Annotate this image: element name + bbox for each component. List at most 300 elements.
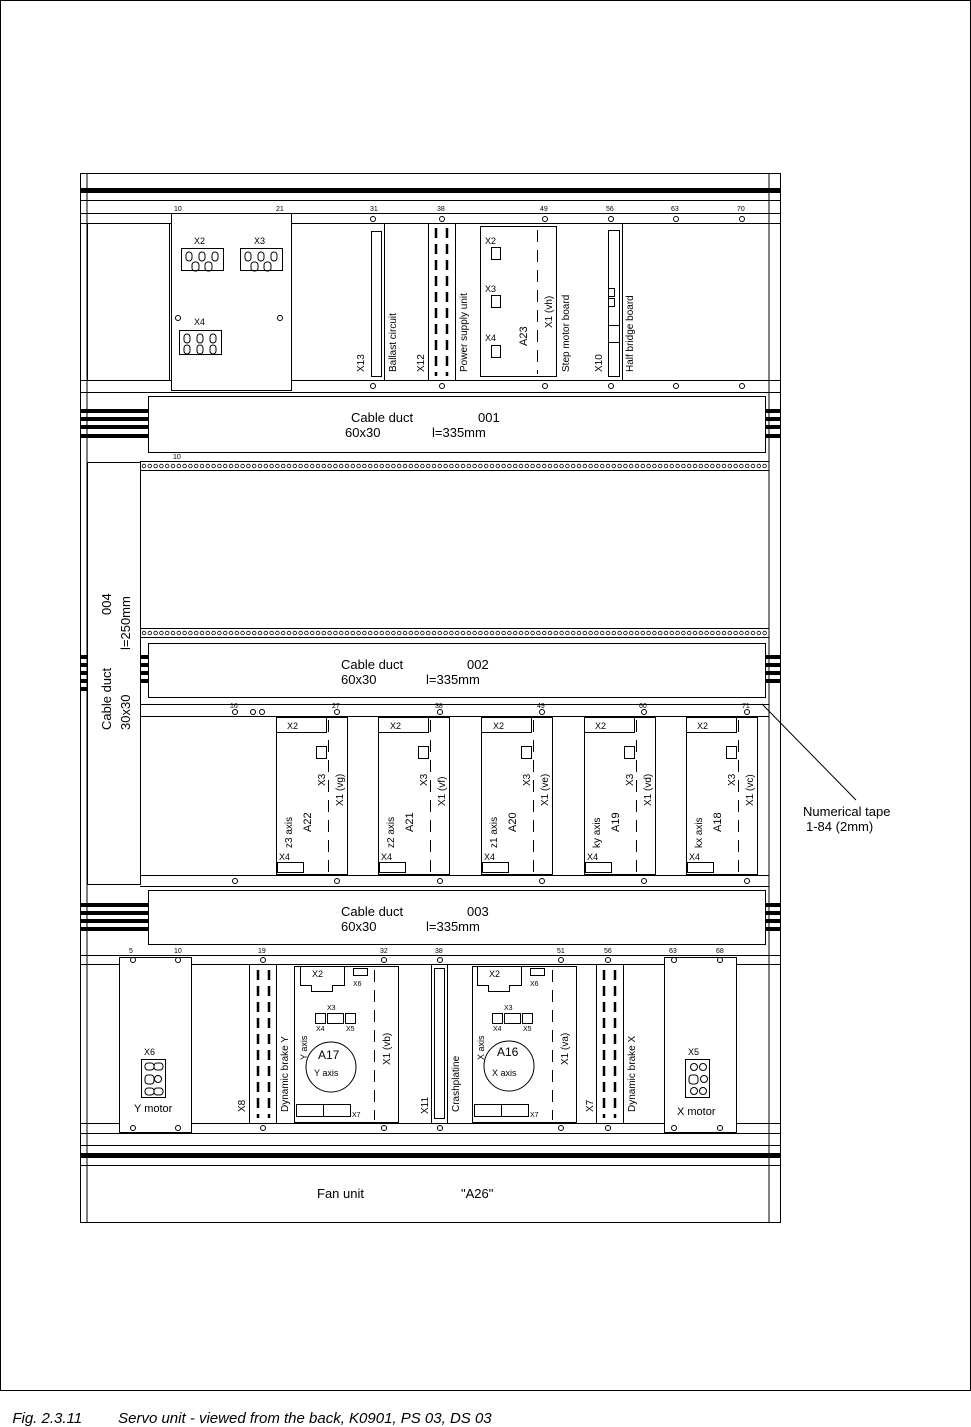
tape-hole — [542, 631, 546, 635]
svg-text:z1 axis: z1 axis — [489, 816, 500, 848]
svg-text:X axis: X axis — [476, 1035, 486, 1060]
tape-hole — [722, 464, 726, 468]
tape-hole — [316, 464, 320, 468]
tape-hole — [403, 631, 407, 635]
tape-hole — [229, 464, 233, 468]
tape-hole — [345, 464, 349, 468]
cable-duct-001 — [149, 397, 766, 453]
svg-text:X1 (va): X1 (va) — [560, 1032, 571, 1065]
tape-hole — [635, 631, 639, 635]
tape-hole — [461, 631, 465, 635]
svg-text:X2: X2 — [287, 721, 299, 731]
tape-hole — [432, 631, 436, 635]
tape-hole — [281, 464, 285, 468]
tape-hole — [647, 631, 651, 635]
tape-hole — [699, 631, 703, 635]
tape-hole — [612, 631, 616, 635]
tape-holes — [142, 464, 766, 635]
tape-hole — [241, 464, 245, 468]
x-motor-module — [665, 958, 737, 1133]
tape-hole — [693, 464, 697, 468]
tape-hole — [148, 631, 152, 635]
svg-text:X4: X4 — [484, 852, 496, 862]
step-motor-name: A23 — [518, 326, 530, 346]
tape-hole — [624, 631, 628, 635]
tape-hole — [455, 464, 459, 468]
duct-size: 60x30 — [341, 672, 377, 687]
tape-hole — [490, 464, 494, 468]
tape-hole — [357, 631, 361, 635]
tape-hole — [299, 631, 303, 635]
tape-hole — [235, 631, 239, 635]
scale-label: 63 — [671, 206, 679, 213]
tape-hole — [409, 631, 413, 635]
tape-hole — [305, 464, 309, 468]
tape-hole — [745, 464, 749, 468]
tape-hole — [171, 631, 175, 635]
tape-hole — [676, 464, 680, 468]
tape-hole — [229, 631, 233, 635]
svg-text:A19: A19 — [610, 812, 622, 832]
svg-text:Y axis: Y axis — [314, 1068, 339, 1078]
tape-hole — [763, 464, 767, 468]
tape-hole — [635, 464, 639, 468]
tape-hole — [548, 631, 552, 635]
tape-hole — [339, 631, 343, 635]
duct-length: l=335mm — [426, 919, 480, 934]
tape-hole — [450, 631, 454, 635]
tape-hole — [496, 631, 500, 635]
scale-label: 5 — [129, 948, 133, 955]
tape-hole — [432, 464, 436, 468]
svg-text:X3: X3 — [327, 1005, 336, 1012]
bottom-rail-scale — [129, 948, 724, 955]
tape-hole — [154, 464, 158, 468]
svg-text:X8: X8 — [237, 1099, 248, 1112]
tape-hole — [508, 631, 512, 635]
tape-hole — [618, 464, 622, 468]
fan-unit-label: Fan unit — [317, 1186, 364, 1201]
tape-hole — [577, 631, 581, 635]
tape-hole — [589, 631, 593, 635]
tape-hole — [670, 631, 674, 635]
axis-card-a22 — [277, 718, 348, 875]
scale-label: 10 — [174, 206, 182, 213]
svg-text:X6: X6 — [353, 981, 362, 988]
svg-text:X7: X7 — [530, 1112, 539, 1119]
tape-hole — [473, 464, 477, 468]
tape-hole — [357, 464, 361, 468]
dynamic-brake-x — [585, 965, 638, 1123]
tape-hole — [218, 464, 222, 468]
tape-hole — [392, 631, 396, 635]
tape-hole — [629, 631, 633, 635]
tape-hole — [421, 464, 425, 468]
fan-unit — [317, 1186, 494, 1201]
duct-number: 003 — [467, 904, 489, 919]
tape-hole — [322, 464, 326, 468]
figure-caption — [4, 1393, 492, 1427]
tape-hole — [310, 464, 314, 468]
svg-text:X4: X4 — [316, 1026, 325, 1033]
tape-hole — [252, 464, 256, 468]
tape-hole — [444, 464, 448, 468]
tape-hole — [264, 631, 268, 635]
svg-text:A22: A22 — [302, 812, 314, 832]
duct-size: 60x30 — [341, 919, 377, 934]
tape-hole — [450, 464, 454, 468]
svg-text:Dynamic brake Y: Dynamic brake Y — [280, 1036, 291, 1112]
tape-hole — [374, 631, 378, 635]
tape-hole — [519, 464, 523, 468]
duct-size: 30x30 — [118, 694, 133, 730]
scale-label: 10 — [173, 454, 181, 461]
tape-hole — [728, 631, 732, 635]
tape-hole — [687, 631, 691, 635]
tape-hole — [363, 464, 367, 468]
tape-hole — [177, 631, 181, 635]
tape-hole — [438, 464, 442, 468]
scale-label: 49 — [537, 703, 545, 710]
tape-hole — [757, 464, 761, 468]
scale-label: 56 — [606, 206, 614, 213]
tape-hole — [722, 631, 726, 635]
fan-unit-name: "A26" — [461, 1186, 494, 1201]
tape-hole — [397, 464, 401, 468]
tape-hole — [751, 464, 755, 468]
tape-hole — [299, 464, 303, 468]
svg-text:X6: X6 — [530, 981, 539, 988]
power-supply-label: Power supply unit — [459, 293, 470, 372]
tape-hole — [577, 464, 581, 468]
tape-hole — [548, 464, 552, 468]
tape-hole — [171, 464, 175, 468]
scale-label: 16 — [230, 703, 238, 710]
svg-text:X4: X4 — [493, 1026, 502, 1033]
tape-hole — [542, 464, 546, 468]
duct-label: Cable duct — [351, 410, 414, 425]
svg-text:X1 (vg): X1 (vg) — [335, 773, 346, 806]
tape-hole — [641, 464, 645, 468]
tape-hole — [334, 464, 338, 468]
numerical-tape-label: Numerical tape — [803, 804, 891, 819]
tape-hole — [728, 464, 732, 468]
tape-hole — [664, 631, 668, 635]
tape-hole — [351, 464, 355, 468]
tape-hole — [223, 631, 227, 635]
duct-length: l=335mm — [432, 425, 486, 440]
tape-hole — [606, 464, 610, 468]
tape-hole — [281, 631, 285, 635]
tape-hole — [293, 464, 297, 468]
svg-text:A16: A16 — [497, 1045, 519, 1059]
tape-hole — [467, 631, 471, 635]
tape-hole — [177, 464, 181, 468]
tape-hole — [264, 464, 268, 468]
tape-hole — [484, 464, 488, 468]
tape-hole — [490, 631, 494, 635]
tape-hole — [270, 464, 274, 468]
tape-hole — [519, 631, 523, 635]
svg-text:X3: X3 — [419, 773, 430, 786]
svg-text:z2 axis: z2 axis — [386, 816, 397, 848]
scale-label: 70 — [737, 206, 745, 213]
svg-text:X2: X2 — [595, 721, 607, 731]
tape-hole — [479, 631, 483, 635]
duct-label: Cable duct — [99, 667, 114, 730]
crash-board — [420, 965, 462, 1123]
tape-hole — [276, 464, 280, 468]
ballast-label: Ballast circuit — [388, 313, 399, 372]
scale-label: 49 — [540, 206, 548, 213]
scale-label: 60 — [639, 703, 647, 710]
connector-label: X2 — [194, 236, 206, 246]
tape-hole — [600, 464, 604, 468]
svg-text:X7: X7 — [352, 1112, 361, 1119]
tape-hole — [363, 631, 367, 635]
tape-hole — [705, 631, 709, 635]
tape-hole — [676, 631, 680, 635]
tape-hole — [183, 464, 187, 468]
tape-hole — [734, 464, 738, 468]
tape-hole — [612, 464, 616, 468]
tape-hole — [189, 631, 193, 635]
svg-text:X11: X11 — [420, 1096, 431, 1114]
tape-hole — [397, 631, 401, 635]
tape-hole — [711, 464, 715, 468]
tape-hole — [328, 631, 332, 635]
tape-hole — [287, 464, 291, 468]
tape-hole — [426, 631, 430, 635]
tape-hole — [316, 631, 320, 635]
svg-text:X1 (ve): X1 (ve) — [540, 773, 551, 806]
svg-text:X3: X3 — [727, 773, 738, 786]
scale-label: 63 — [669, 948, 677, 955]
tape-hole — [293, 631, 297, 635]
svg-text:X3: X3 — [522, 773, 533, 786]
tape-hole — [258, 464, 262, 468]
tape-hole — [142, 631, 146, 635]
tape-hole — [525, 631, 529, 635]
axis-card-a20 — [482, 718, 553, 875]
tape-hole — [444, 631, 448, 635]
tape-hole — [310, 631, 314, 635]
tape-hole — [194, 631, 198, 635]
duct-label: Cable duct — [341, 657, 404, 672]
tape-hole — [664, 464, 668, 468]
tape-hole — [212, 464, 216, 468]
svg-text:X1 (vf): X1 (vf) — [437, 776, 448, 806]
svg-text:Y motor: Y motor — [134, 1103, 173, 1115]
svg-text:A20: A20 — [507, 812, 519, 832]
svg-text:z3 axis: z3 axis — [284, 816, 295, 848]
connector-label: X2 — [485, 236, 497, 246]
tape-hole — [734, 631, 738, 635]
scale-label: 27 — [332, 703, 340, 710]
tape-hole — [716, 464, 720, 468]
tape-hole — [183, 631, 187, 635]
tape-hole — [658, 464, 662, 468]
tape-hole — [194, 464, 198, 468]
scale-label: 32 — [380, 948, 388, 955]
tape-hole — [351, 631, 355, 635]
scale-label: 51 — [557, 948, 565, 955]
left-connector-module — [88, 214, 292, 391]
tape-hole — [653, 464, 657, 468]
tape-hole — [566, 631, 570, 635]
duct-length: l=250mm — [118, 596, 133, 650]
connector-label: X4 — [194, 317, 206, 327]
tape-hole — [745, 631, 749, 635]
tape-hole — [165, 464, 169, 468]
svg-text:X7: X7 — [585, 1099, 596, 1112]
svg-text:X3: X3 — [625, 773, 636, 786]
tape-hole — [682, 631, 686, 635]
tape-hole — [305, 631, 309, 635]
tape-hole — [218, 631, 222, 635]
tape-hole — [154, 631, 158, 635]
tape-hole — [589, 464, 593, 468]
tape-rail-section — [140, 454, 769, 638]
figure-number: Fig. 2.3.11 — [12, 1410, 83, 1427]
step-motor-x1: X1 (vh) — [544, 295, 555, 328]
tape-hole — [537, 464, 541, 468]
tape-hole — [334, 631, 338, 635]
tape-hole — [595, 464, 599, 468]
tape-hole — [200, 631, 204, 635]
tape-hole — [235, 464, 239, 468]
tape-hole — [322, 631, 326, 635]
axis-card-a21 — [379, 718, 450, 875]
tape-hole — [160, 464, 164, 468]
dynamic-brake-y — [237, 965, 291, 1123]
svg-text:X5: X5 — [523, 1026, 532, 1033]
tape-hole — [560, 631, 564, 635]
svg-text:X4: X4 — [689, 852, 701, 862]
tape-hole — [705, 464, 709, 468]
tape-hole — [618, 631, 622, 635]
tape-hole — [206, 464, 210, 468]
figure-title: Servo unit - viewed from the back, K0901, PS 03, DS 03 — [118, 1410, 492, 1427]
tape-hole — [206, 631, 210, 635]
tape-hole — [374, 464, 378, 468]
tape-hole — [258, 631, 262, 635]
svg-text:kx axis: kx axis — [694, 817, 705, 848]
tape-hole — [583, 631, 587, 635]
tape-hole — [571, 464, 575, 468]
svg-text:ky axis: ky axis — [592, 817, 603, 848]
tape-hole — [467, 464, 471, 468]
tape-hole — [386, 631, 390, 635]
tape-hole — [345, 631, 349, 635]
svg-text:Crashplatine: Crashplatine — [451, 1055, 462, 1112]
svg-text:X4: X4 — [381, 852, 393, 862]
tape-hole — [513, 631, 517, 635]
tape-hole — [502, 464, 506, 468]
tape-hole — [142, 464, 146, 468]
tape-hole — [368, 464, 372, 468]
tape-hole — [560, 464, 564, 468]
tape-hole — [473, 631, 477, 635]
tape-hole — [606, 631, 610, 635]
half-bridge-label: Half bridge board — [625, 295, 636, 372]
tape-hole — [682, 464, 686, 468]
tape-hole — [658, 631, 662, 635]
tape-hole — [409, 464, 413, 468]
tape-hole — [629, 464, 633, 468]
tape-hole — [241, 631, 245, 635]
scale-label: 21 — [276, 206, 284, 213]
tape-hole — [392, 464, 396, 468]
axis-card-a19 — [585, 718, 656, 875]
svg-text:X1 (vc): X1 (vc) — [745, 774, 756, 806]
tape-hole — [687, 464, 691, 468]
tape-hole — [165, 631, 169, 635]
svg-text:X5: X5 — [688, 1047, 700, 1057]
duct-number: 004 — [99, 593, 114, 615]
tape-hole — [740, 631, 744, 635]
scale-label: 31 — [370, 206, 378, 213]
half-bridge-board — [594, 224, 636, 380]
tape-hole — [148, 464, 152, 468]
duct-number: 002 — [467, 657, 489, 672]
tape-hole — [624, 464, 628, 468]
svg-text:A21: A21 — [404, 812, 416, 832]
svg-text:X1 (vb): X1 (vb) — [382, 1032, 393, 1065]
svg-text:X1 (vd): X1 (vd) — [643, 773, 654, 806]
tape-hole — [415, 631, 419, 635]
tape-hole — [595, 631, 599, 635]
svg-text:A18: A18 — [712, 812, 724, 832]
tape-hole — [287, 631, 291, 635]
tape-hole — [252, 631, 256, 635]
tape-hole — [247, 631, 251, 635]
tape-hole — [403, 464, 407, 468]
tape-hole — [740, 464, 744, 468]
tape-hole — [276, 631, 280, 635]
tape-hole — [484, 631, 488, 635]
svg-text:Y axis: Y axis — [299, 1035, 309, 1060]
step-motor-label: Step motor board — [561, 294, 572, 372]
tape-hole — [421, 631, 425, 635]
svg-text:X2: X2 — [493, 721, 505, 731]
ballast-connector-label: X13 — [356, 354, 367, 372]
cable-duct-002 — [149, 644, 766, 698]
tape-hole — [693, 631, 697, 635]
duct-size: 60x30 — [345, 425, 381, 440]
tape-hole — [438, 631, 442, 635]
tape-hole — [386, 464, 390, 468]
connector-label: X3 — [485, 284, 497, 294]
svg-text:Dynamic brake X: Dynamic brake X — [627, 1035, 638, 1112]
duct-number: 001 — [478, 410, 500, 425]
tape-hole — [554, 631, 558, 635]
scale-label: 38 — [435, 948, 443, 955]
tape-hole — [716, 631, 720, 635]
tape-hole — [380, 631, 384, 635]
tape-hole — [531, 464, 535, 468]
half-bridge-connector-label: X10 — [594, 354, 605, 372]
duct-label: Cable duct — [341, 904, 404, 919]
tape-hole — [455, 631, 459, 635]
svg-text:X3: X3 — [317, 773, 328, 786]
scale-label: 19 — [258, 948, 266, 955]
numerical-tape-callout — [762, 704, 890, 834]
tape-hole — [270, 631, 274, 635]
power-supply-connector-label: X12 — [416, 354, 427, 372]
tape-hole — [757, 631, 761, 635]
tape-hole — [525, 464, 529, 468]
